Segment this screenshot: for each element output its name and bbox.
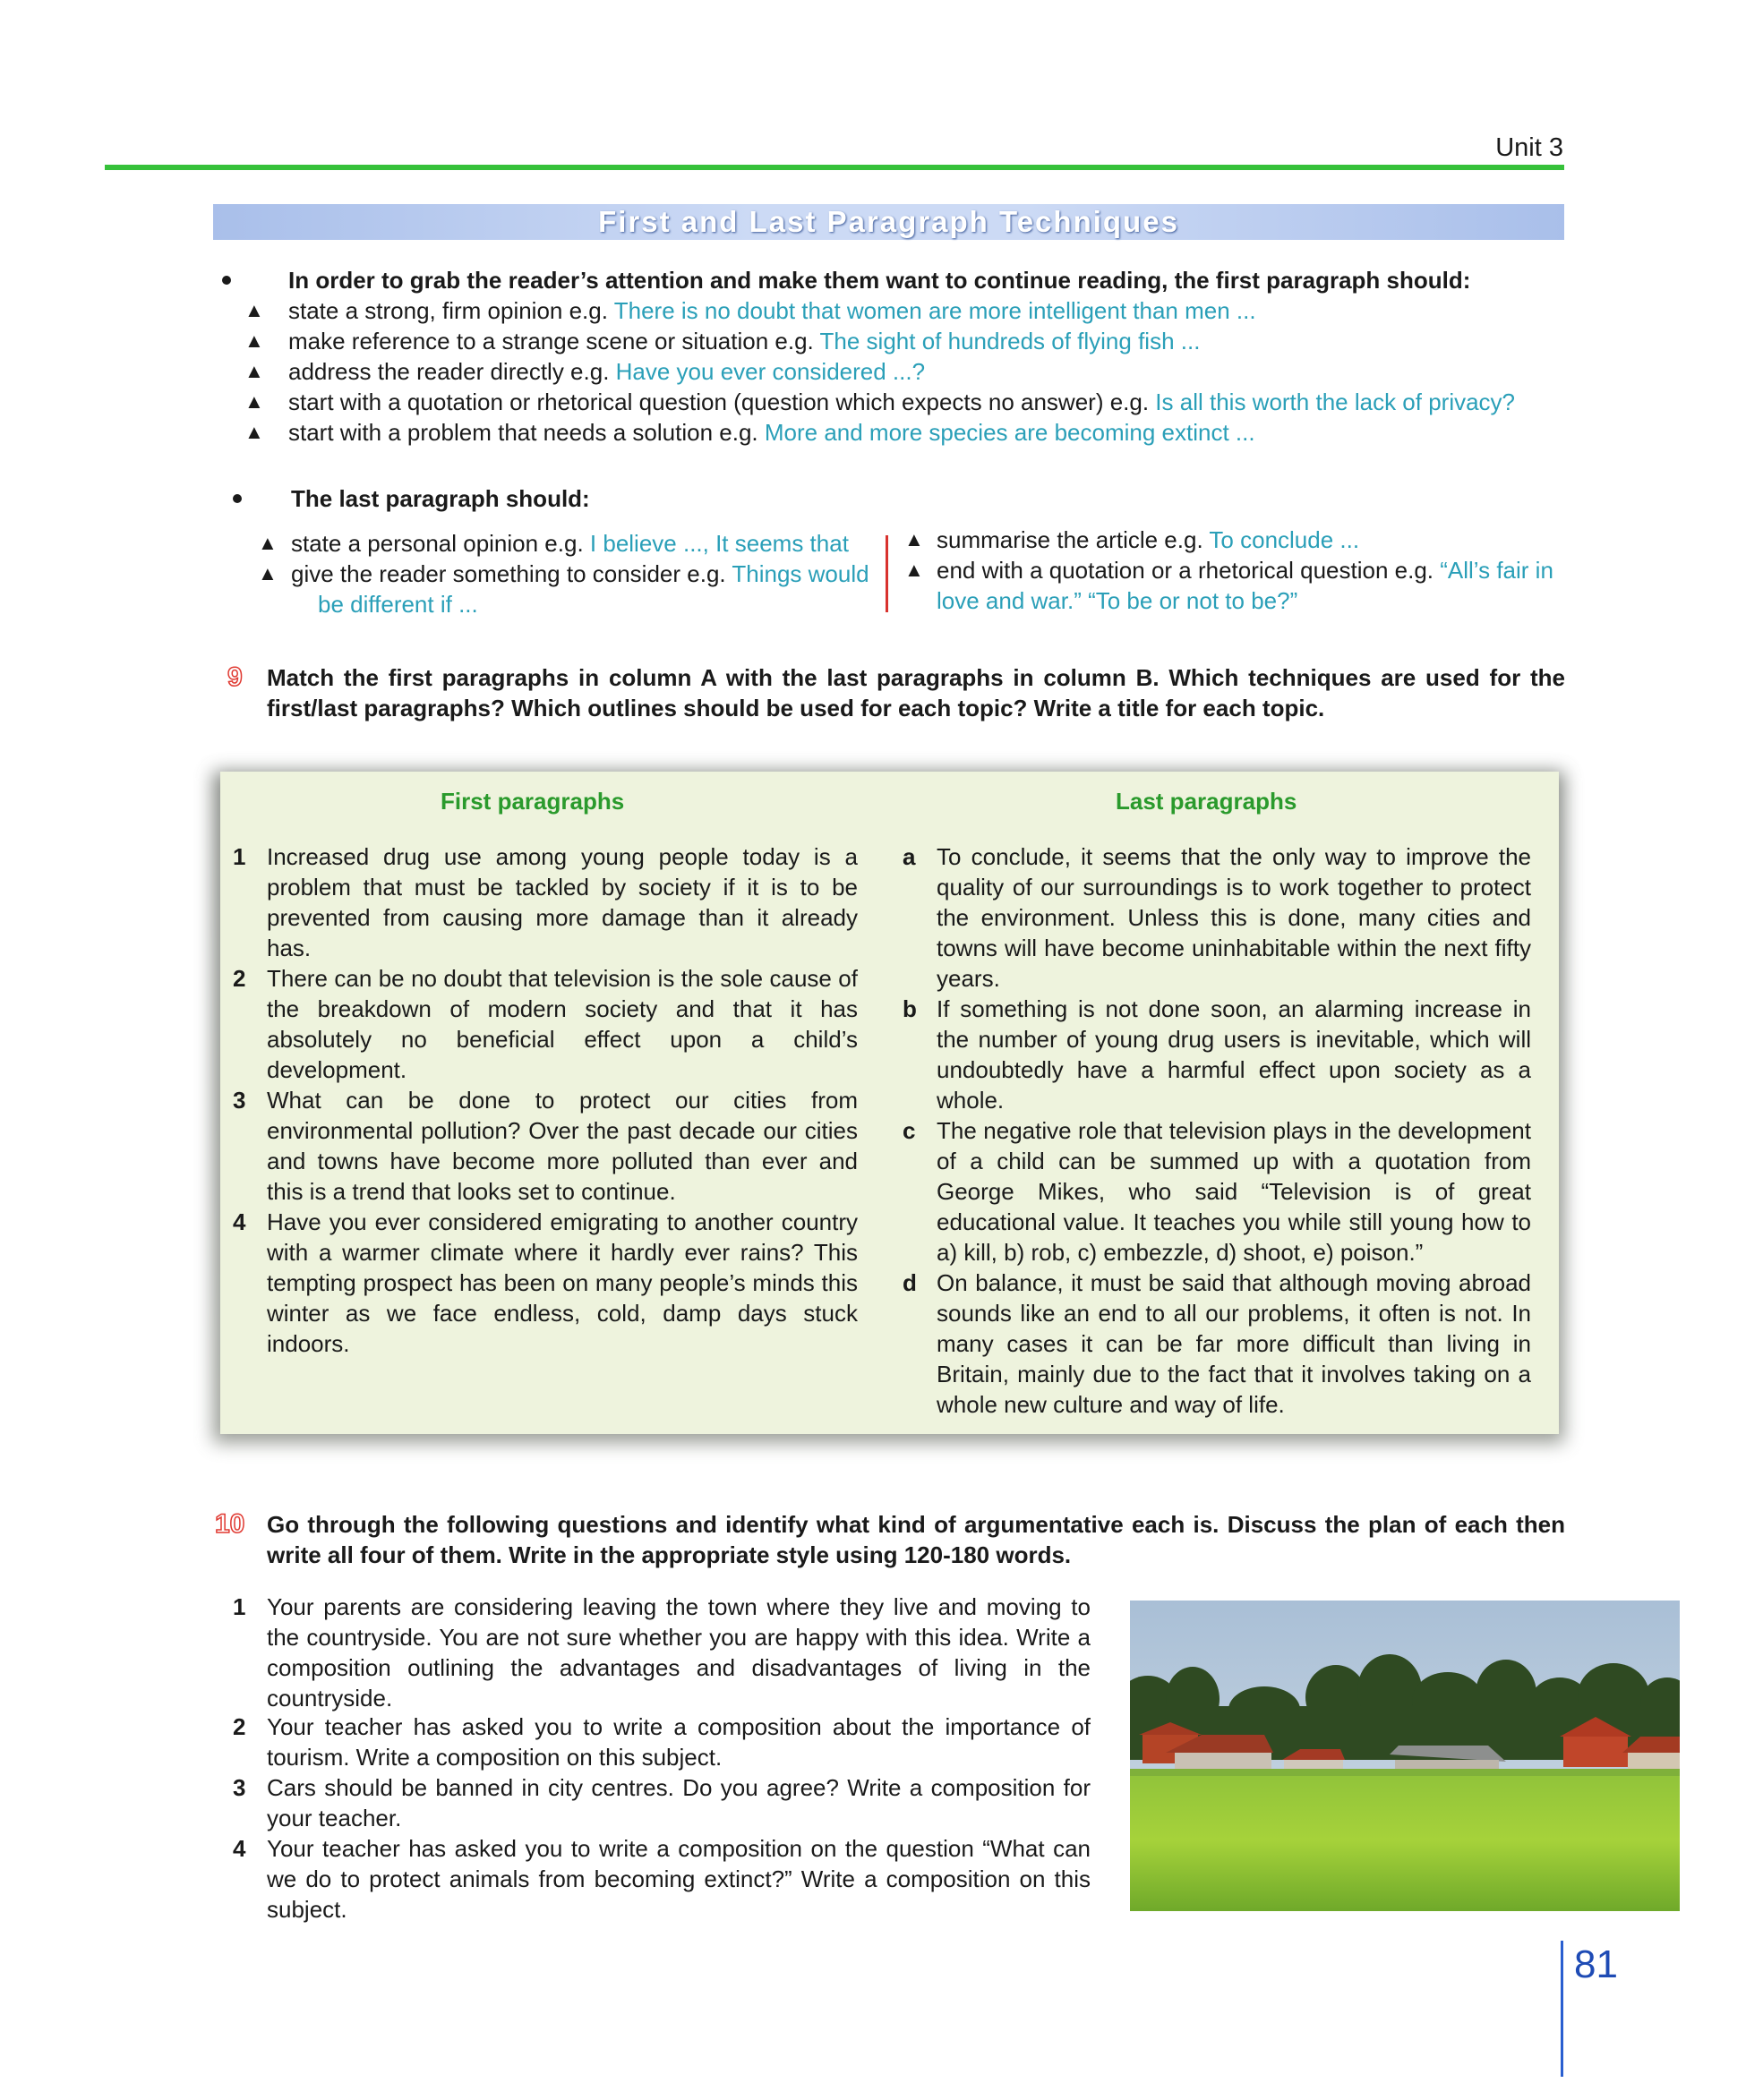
last-paragraph-item: If something is not done soon, an alarming increase in the number of young drug users is inevitable, which will undoubtedly have a harmful effect upon society as a whole. bbox=[937, 995, 1531, 1114]
exercise-number: 9 bbox=[227, 662, 243, 692]
triangle-bullet-icon: ▲ bbox=[258, 562, 278, 585]
page-number: 81 bbox=[1574, 1942, 1618, 1986]
triangle-bullet-icon: ▲ bbox=[904, 528, 924, 551]
task-item: Your teacher has asked you to write a composition about the importance of tourism. Write a composition on this subject. bbox=[267, 1713, 1091, 1771]
triangle-bullet-icon: ▲ bbox=[244, 360, 264, 382]
last-technique-item: summarise the article e.g. To conclude ... bbox=[937, 526, 1360, 553]
first-technique-item: state a strong, firm opinion e.g. There is no doubt that women are more intelligent than men ... bbox=[288, 297, 1256, 324]
task-item: Your parents are considering leaving the town where they live and moving to the countryside. You are not sure whether you are happy with this idea. Write a composition outlining the advantages and disadvantages of living in the countryside. bbox=[267, 1593, 1091, 1712]
exercise-instruction: Match the first paragraphs in column A with the last paragraphs in column B. Which techniques are used for the first/last paragraphs? Which outlines should be used for each topic? Write a title for each topic. bbox=[267, 664, 1565, 721]
exercise-number: 10 bbox=[215, 1509, 245, 1539]
last-paragraphs-heading: Last paragraphs bbox=[1116, 788, 1297, 815]
section-title: First and Last Paragraph Techniques bbox=[598, 205, 1179, 238]
last-paragraph-intro: The last paragraph should: bbox=[291, 485, 590, 512]
header-rule bbox=[105, 165, 1564, 170]
triangle-bullet-icon: ▲ bbox=[258, 532, 278, 554]
item-number: 1 bbox=[233, 843, 246, 870]
last-paragraph-item: To conclude, it seems that the only way to improve the quality of our surroundings is to work together to protect the environment. Unless this is done, many cities and towns will have become uninhabitable within the next fifty years. bbox=[937, 843, 1531, 992]
page-number-rule bbox=[1561, 1941, 1563, 2077]
item-number: 4 bbox=[233, 1208, 246, 1235]
section-title-band bbox=[213, 204, 1564, 240]
triangle-bullet-icon: ▲ bbox=[244, 299, 264, 321]
task-item: Cars should be banned in city centres. Do you agree? Write a composition for your teacher. bbox=[267, 1774, 1091, 1831]
triangle-bullet-icon: ▲ bbox=[244, 421, 264, 443]
item-letter: d bbox=[903, 1269, 917, 1296]
bullet-dot bbox=[233, 494, 242, 503]
triangle-bullet-icon: ▲ bbox=[904, 559, 924, 581]
task-item: Your teacher has asked you to write a composition on the question “What can we do to protect animals from becoming extinct?” Write a composition on this subject. bbox=[267, 1835, 1091, 1923]
last-paragraph-item: The negative role that television plays in the development of a child can be summed up with a quotation from George Mikes, who said “Television is of great educational value. It teaches you while still young how to a) kill, b) rob, c) embezzle, d) shoot, e) poison.” bbox=[937, 1117, 1531, 1266]
first-paragraph-item: There can be no doubt that television is the sole cause of the breakdown of modern society and that it has absolutely no beneficial effect upon a child’s development. bbox=[267, 965, 858, 1083]
countryside-photo bbox=[1130, 1601, 1680, 1911]
item-number: 3 bbox=[233, 1087, 246, 1114]
first-technique-item: start with a problem that needs a solution e.g. More and more species are becoming extinct ... bbox=[288, 419, 1255, 446]
first-technique-item: address the reader directly e.g. Have you ever considered ...? bbox=[288, 358, 926, 385]
bullet-dot bbox=[222, 276, 231, 285]
first-paragraph-item: Increased drug use among young people today is a problem that must be tackled by society if it is to be prevented from causing more damage than it already has. bbox=[267, 843, 858, 961]
first-paragraph-intro: In order to grab the reader’s attention and make them want to continue reading, the first paragraph should: bbox=[288, 267, 1471, 294]
item-letter: b bbox=[903, 995, 917, 1022]
unit-label: Unit 3 bbox=[1495, 133, 1563, 162]
last-technique-item: state a personal opinion e.g. I believe ..., It seems that bbox=[291, 530, 849, 557]
item-letter: a bbox=[903, 843, 916, 870]
item-number: 2 bbox=[233, 965, 246, 992]
task-number: 3 bbox=[233, 1774, 246, 1801]
last-paragraph-item: On balance, it must be said that although moving abroad sounds like an end to all our problems, it often is not. In many cases it can be far more difficult than living in Britain, mainly due to the fact that it involves taking on a whole new culture and way of life. bbox=[937, 1269, 1531, 1418]
last-technique-item: give the reader something to consider e.g. Things would be different if ... bbox=[291, 560, 869, 618]
task-number: 1 bbox=[233, 1593, 246, 1620]
exercise-instruction: Go through the following questions and identify what kind of argumentative each is. Discuss the plan of each then write all four of them. Write in the appropriate style using 120-180 words. bbox=[267, 1511, 1565, 1568]
first-technique-item: make reference to a strange scene or situation e.g. The sight of hundreds of flying fish ... bbox=[288, 328, 1201, 354]
task-number: 2 bbox=[233, 1713, 246, 1740]
last-technique-item: end with a quotation or a rhetorical question e.g. “All’s fair in love and war.” “To be or not to be?” bbox=[937, 557, 1553, 614]
triangle-bullet-icon: ▲ bbox=[244, 329, 264, 352]
first-technique-item: start with a quotation or rhetorical question (question which expects no answer) e.g. Is all this worth the lack of privacy? bbox=[288, 388, 1516, 415]
item-letter: c bbox=[903, 1117, 916, 1144]
first-paragraph-item: Have you ever considered emigrating to another country with a warmer climate where it hardly ever rains? This tempting prospect has been on many people’s minds this winter as we face endless, cold, damp days stuck indoors. bbox=[267, 1208, 858, 1357]
first-paragraphs-heading: First paragraphs bbox=[441, 788, 625, 815]
task-number: 4 bbox=[233, 1835, 246, 1862]
column-divider bbox=[886, 535, 888, 612]
first-paragraph-item: What can be done to protect our cities from environmental pollution? Over the past decade our cities and towns have become more polluted than ever and this is a trend that looks set to continue. bbox=[267, 1087, 858, 1205]
triangle-bullet-icon: ▲ bbox=[244, 390, 264, 413]
